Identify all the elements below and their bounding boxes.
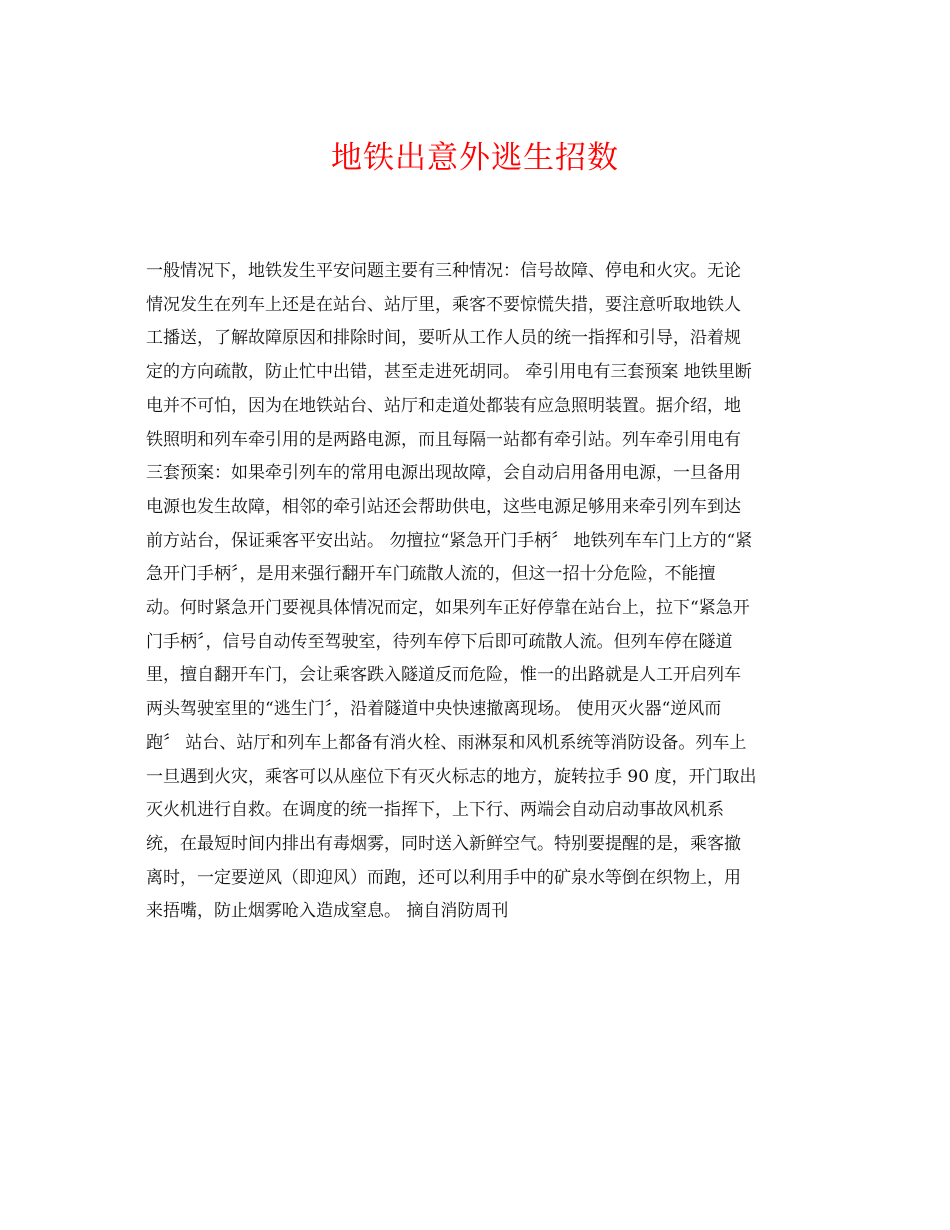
body-line: 门手柄〞，信号自动传至驾驶室，待列车停下后即可疏散人流。但列车停在隧道: [146, 631, 733, 652]
body-line: 电并不可怕，因为在地铁站台、站厅和走道处都装有应急照明装置。据介绍，地: [146, 395, 741, 416]
body-line: 一旦遇到火灾，乘客可以从座位下有灭火标志的地方，旋转拉手 90 度，开门取出: [146, 766, 757, 787]
body-line: 定的方向疏散，防止忙中出错，甚至走进死胡同。 牵引用电有三套预案 地铁里断: [146, 362, 752, 383]
body-line: 来捂嘴，防止烟雾呛入造成窒息。 摘自消防周刊: [146, 901, 509, 922]
document-body: [146, 255, 806, 929]
body-line: 动。何时紧急开门要视具体情况而定，如果列车正好停靠在站台上，拉下“紧急开: [146, 598, 750, 619]
body-line: 统，在最短时间内排出有毒烟雾，同时送入新鲜空气。特别要提醒的是，乘客撤: [146, 833, 741, 854]
body-line: 离时，一定要逆风（即迎风）而跑，还可以利用手中的矿泉水等倒在织物上，用: [146, 867, 741, 888]
document-title: 地铁出意外逃生招数: [331, 140, 619, 176]
body-line: 工播送，了解故障原因和排除时间，要听从工作人员的统一指挥和引导，沿着规: [146, 328, 741, 349]
body-line: 灭火机进行自救。在调度的统一指挥下，上下行、两端会自动启动事故风机系: [146, 800, 724, 821]
body-line: 两头驾驶室里的“逃生门〞，沿着隧道中央快速撤离现场。 使用灭火器“逆风而: [146, 699, 722, 720]
body-line: 跑〞 站台、站厅和列车上都备有消火栓、雨淋泵和风机系统等消防设备。列车上: [146, 732, 747, 753]
body-line: 铁照明和列车牵引用的是两路电源，而且每隔一站都有牵引站。列车牵引用电有: [146, 429, 741, 450]
body-line: 一般情况下，地铁发生平安问题主要有三种情况：信号故障、停电和火灾。无论: [146, 261, 741, 281]
body-line: 三套预案：如果牵引列车的常用电源出现故障，会自动启用备用电源，一旦备用: [146, 463, 741, 484]
body-line: 情况发生在列车上还是在站台、站厅里，乘客不要惊慌失措，要注意听取地铁人: [146, 294, 741, 315]
body-line: 里，擅自翻开车门，会让乘客跌入隧道反而危险，惟一的出路就是人工开启列车: [146, 665, 741, 686]
body-line: 前方站台，保证乘客平安出站。 勿擅拉“紧急开门手柄〞 地铁列车车门上方的“紧: [146, 530, 753, 551]
body-line: 电源也发生故障，相邻的牵引站还会帮助供电，这些电源足够用来牵引列车到达: [146, 496, 741, 517]
body-line: 急开门手柄〞，是用来强行翻开车门疏散人流的，但这一招十分危险，不能擅: [146, 564, 716, 585]
